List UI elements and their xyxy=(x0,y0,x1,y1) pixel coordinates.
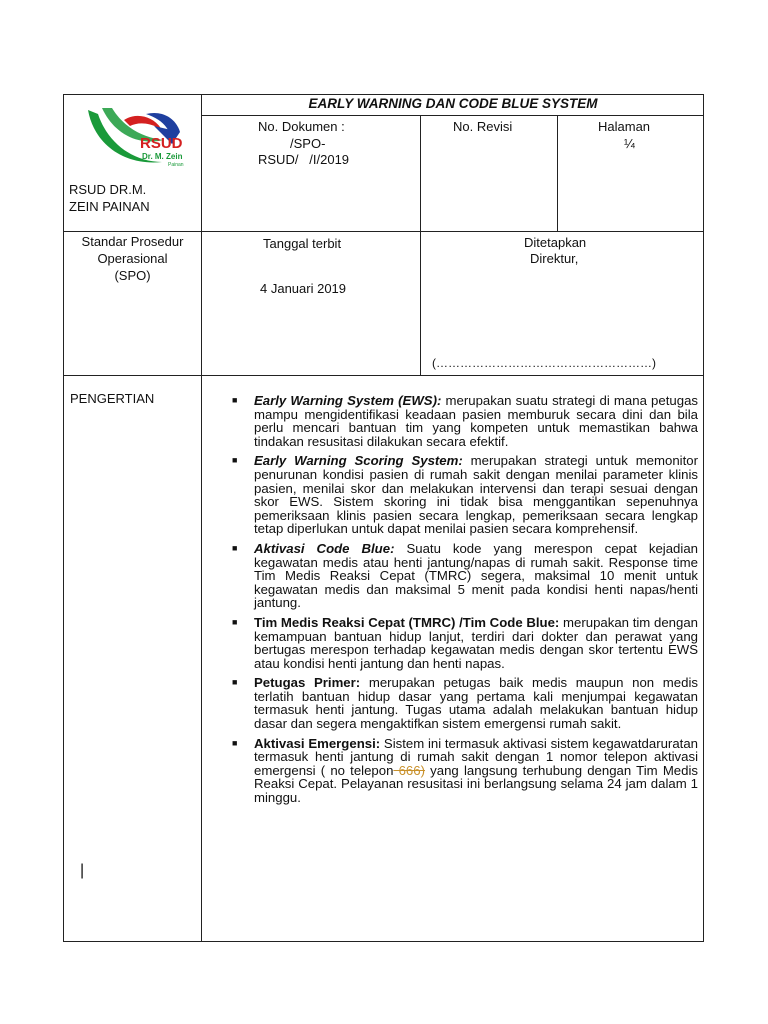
logo-text: RSUD xyxy=(140,135,183,152)
header-row-divider xyxy=(63,231,704,232)
signature-placeholder: (………………………………………………) xyxy=(432,356,656,370)
item-text: merupakan strategi untuk memonitor penurunan kondisi pasien di rumah sakit dengan menilai parameter klinis pasien, menilai skor dan melakukan intervensi dan terapi sesuai dengan skor EWS. Sistem skoring ini tidak bisa menggantikan sepenuhnya pemeriksaan klinis pasien secara lengkap, pemeriksaan secara lengkap tetap diperlukan untuk dapat menilai pasien secara komprehensif. xyxy=(254,453,698,537)
item-term: Aktivasi Code Blue: xyxy=(254,540,395,556)
bullet-icon: ■ xyxy=(232,616,238,627)
list-item xyxy=(232,616,698,670)
item-term: Tim Medis Reaksi Cepat (TMRC) /Tim Code Blue: xyxy=(254,614,560,630)
table-border-bottom xyxy=(63,941,704,942)
header-col-divider-1 xyxy=(420,115,421,232)
spo-label-line3: (SPO) xyxy=(114,268,151,283)
text-cursor-mark: | xyxy=(80,862,85,879)
item-text: merupakan petugas baik medis maupun non medis terlatih bantuan hidup dasar yang pertama kali menjumpai kegawatan termasuk henti jantung. Tugas utama adalah melakukan bantuan hidup dasar dan segera mengaktifkan sistem emergensi rumah sakit. xyxy=(254,675,698,732)
no-dokumen-label: No. Dokumen : xyxy=(258,119,345,134)
header-col-divider-2 xyxy=(557,115,558,232)
title-row-divider xyxy=(201,115,704,116)
definition-list xyxy=(232,394,698,811)
item-term: Petugas Primer: xyxy=(254,675,361,691)
table-col-divider xyxy=(201,94,202,942)
hospital-name-line1: RSUD DR.M. xyxy=(69,182,147,197)
bullet-icon: ■ xyxy=(232,677,238,688)
halaman-label: Halaman xyxy=(598,119,651,134)
list-item xyxy=(232,542,698,610)
ditetapkan-label: Ditetapkan xyxy=(524,235,587,250)
item-text: Suatu kode yang merespon cepat kejadian kegawatan medis atau henti jantung/napas di rumah sakit. Response time Tim Medis Reaksi Cepat (TMRC) segera, maksimal 10 menit untuk kegawatan medis dan maksimal 5 menit pada kondisi henti napas/henti jantung. xyxy=(254,540,698,611)
direktur-label: Direktur, xyxy=(530,251,579,266)
item-term: Early Warning System (EWS): xyxy=(254,393,442,408)
table-border-left xyxy=(63,94,64,942)
item-text: merupakan tim dengan kemampuan bantuan hidup lanjut, terdiri dari dokter dan perawat yang bertugas merespon terhadap kegawatan medis dengan skor tertentu EWS atau kondisi henti jantung dan henti napas. xyxy=(254,614,698,671)
no-dokumen-line3: RSUD/ /I/2019 xyxy=(258,152,350,167)
bullet-icon: ■ xyxy=(232,395,238,405)
bullet-icon: ■ xyxy=(232,737,238,748)
section-label: PENGERTIAN xyxy=(70,391,155,406)
tanggal-terbit-label: Tanggal terbit xyxy=(263,236,342,251)
list-item xyxy=(232,394,698,448)
bullet-icon: ■ xyxy=(232,455,238,466)
no-dokumen-line2: /SPO- xyxy=(290,136,326,151)
logo-subtext: Dr. M. Zein xyxy=(142,152,183,161)
hospital-name-line2: ZEIN PAINAN xyxy=(69,199,150,214)
item-text: merupakan suatu strategi di mana petugas mampu mengidentifikasi keadaan pasien memburuk secara dini dan bila perlu mencari bantuan tim yang kompeten untuk memastikan bahwa tindakan resusitasi dilakukan secara efektif. xyxy=(254,393,698,449)
spo-col-divider xyxy=(420,231,421,376)
document-title: EARLY WARNING DAN CODE BLUE SYSTEM xyxy=(308,96,598,111)
table-border-right xyxy=(703,94,704,942)
logo-tiny-text: Painan xyxy=(168,162,184,168)
item-text-after: yang langsung terhubung dengan Tim Medis Reaksi Cepat. Pelayanan resusitasi ini berlangsung selama 24 jam dalam 1 minggu. xyxy=(254,762,698,806)
halaman-value: ¼ xyxy=(624,136,635,151)
spo-label-line1: Standar Prosedur xyxy=(81,234,184,249)
list-item xyxy=(232,676,698,730)
tanggal-terbit-value: 4 Januari 2019 xyxy=(260,281,347,296)
item-term: Early Warning Scoring System: xyxy=(254,453,463,469)
list-item xyxy=(232,454,698,536)
table-border-top xyxy=(63,94,704,95)
spo-label-line2: Operasional xyxy=(97,251,168,266)
hospital-logo xyxy=(84,104,190,172)
item-term: Aktivasi Emergensi: xyxy=(254,735,381,751)
struck-phone-number: 666) xyxy=(393,762,425,778)
item-text-before: Sistem ini termasuk aktivasi sistem kegawatdaruratan termasuk henti jantung di rumah sakit dengan 1 nomor telepon aktivasi emergensi ( no telepon xyxy=(254,735,698,778)
bullet-icon: ■ xyxy=(232,542,238,553)
no-revisi-label: No. Revisi xyxy=(453,119,513,134)
spo-row-divider xyxy=(63,375,704,376)
list-item xyxy=(232,737,698,805)
